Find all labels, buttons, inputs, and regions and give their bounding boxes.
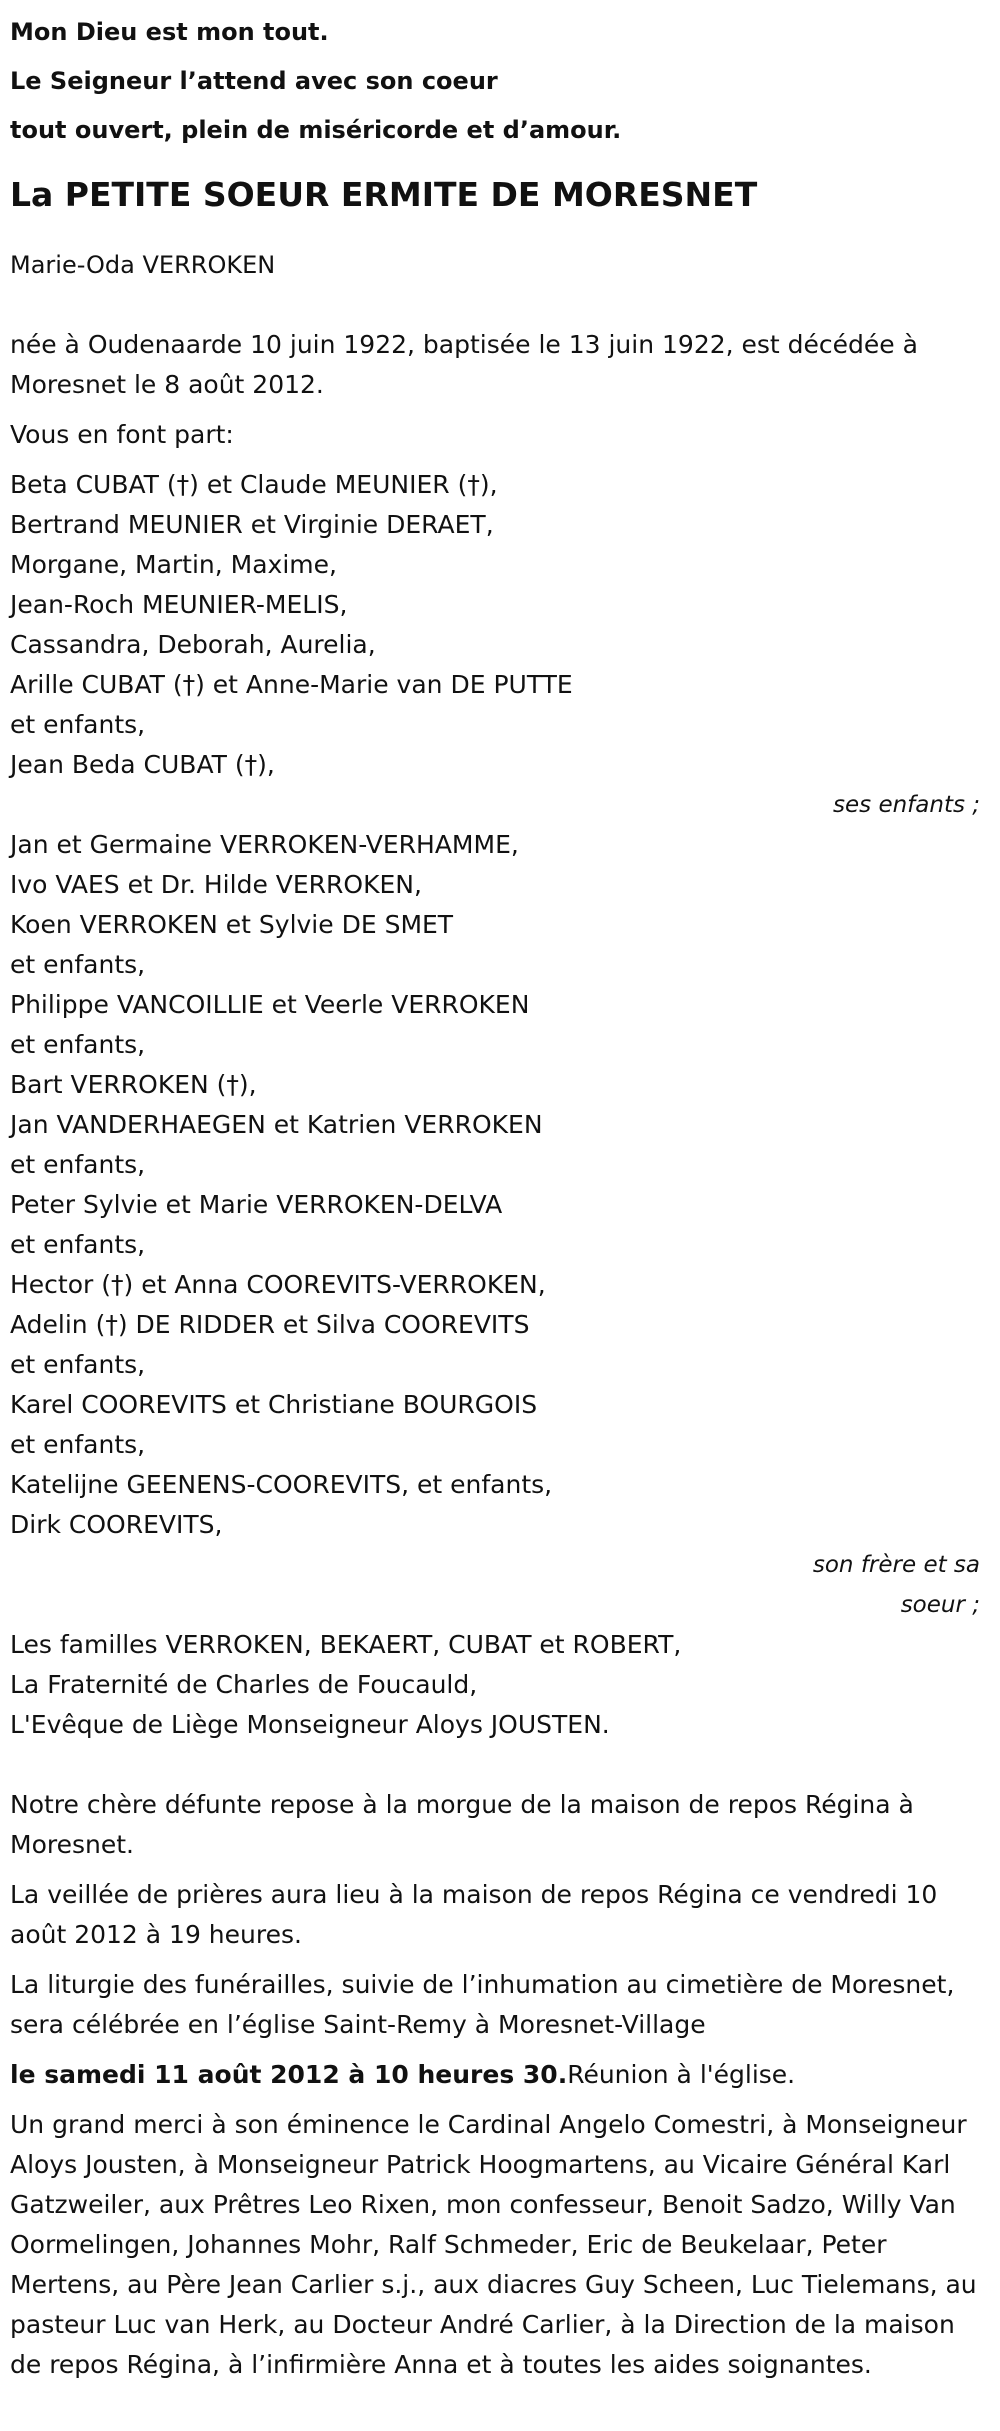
list-item: Koen VERROKEN et Sylvie DE SMET (10, 910, 454, 939)
list-item: Hector (†) et Anna COOREVITS-VERROKEN, (10, 1270, 546, 1299)
families-list (10, 1625, 990, 1745)
list-item: Philippe VANCOILLIE et Veerle VERROKEN (10, 990, 530, 1019)
motto-line: Mon Dieu est mon tout. (10, 18, 329, 46)
list-item: Les familles VERROKEN, BEKAERT, CUBAT et ROBERT, (10, 1630, 682, 1659)
list-item: Cassandra, Deborah, Aurelia, (10, 630, 376, 659)
service-date: le samedi 11 août 2012 à 10 heures 30. (10, 2060, 568, 2089)
list-item: et enfants, (10, 1430, 146, 1459)
list-item: Karel COOREVITS et Christiane BOURGOIS (10, 1390, 538, 1419)
birth-death-text: née à Oudenaarde 10 juin 1922, baptisée le 13 juin 1922, est décédée à Moresnet le 8 août 2012. (10, 330, 918, 399)
list-item: Katelijne GEENENS-COOREVITS, et enfants, (10, 1470, 553, 1499)
list-item: Adelin (†) DE RIDDER et Silva COOREVITS (10, 1310, 530, 1339)
relation-line: son frère et sa (812, 1552, 980, 1578)
repose-text: Notre chère défunte repose à la morgue de la maison de repos Régina à Moresnet. (10, 1790, 914, 1859)
list-item: et enfants, (10, 1230, 146, 1259)
list-item: Beta CUBAT (†) et Claude MEUNIER (†), (10, 470, 498, 499)
service-note: Réunion à l'église. (567, 2060, 796, 2089)
liturgy-text: La liturgie des funérailles, suivie de l’inhumation au cimetière de Moresnet, sera célébrée en l’église Saint-Remy à Moresnet-Village (10, 1970, 955, 2039)
relation-label-children: ses enfants ; (833, 792, 980, 818)
list-item: Ivo VAES et Dr. Hilde VERROKEN, (10, 870, 422, 899)
list-item: L'Evêque de Liège Monseigneur Aloys JOUSTEN. (10, 1710, 610, 1739)
relation-line: soeur ; (900, 1592, 980, 1618)
relation-label-siblings (780, 1545, 990, 1625)
list-item: et enfants, (10, 950, 146, 979)
thanks-text: Un grand merci à son éminence le Cardinal Angelo Comestri, à Monseigneur Aloys Jousten, à Monseigneur Patrick Hoogmartens, au Vicaire Général Karl Gatzweiler, aux Prêtres Leo Rixen, mon confesseur, Benoit Sadzo, Willy Van Oormelingen, Johannes Mohr, Ralf Schmeder, Eric de Beukelaar, Peter Mertens, au Père Jean Carlier s.j., aux diacres Guy Scheen, Luc Tielemans, au pasteur Luc van Herk, au Docteur André Carlier, à la Direction de la maison de repos Régina, à l’infirmière Anna et à toutes les aides soignantes. (10, 2110, 977, 2379)
list-item: Dirk COOREVITS, (10, 1510, 223, 1539)
deceased-name: Marie-Oda VERROKEN (10, 251, 276, 279)
list-item: Morgane, Martin, Maxime, (10, 550, 337, 579)
vigil-text: La veillée de prières aura lieu à la maison de repos Régina ce vendredi 10 août 2012 à 19 heures. (10, 1880, 938, 1949)
list-item: et enfants, (10, 1150, 146, 1179)
list-item: La Fraternité de Charles de Foucauld, (10, 1670, 478, 1699)
page-title: La PETITE SOEUR ERMITE DE MORESNET (10, 175, 758, 214)
motto-line: tout ouvert, plein de miséricorde et d’amour. (10, 116, 622, 144)
list-item: Arille CUBAT (†) et Anne-Marie van DE PUTTE (10, 670, 573, 699)
list-item: Jan et Germaine VERROKEN-VERHAMME, (10, 830, 519, 859)
list-item: et enfants, (10, 1350, 146, 1379)
list-item: Bertrand MEUNIER et Virginie DERAET, (10, 510, 494, 539)
siblings-list (10, 825, 990, 1545)
list-item: Jan VANDERHAEGEN et Katrien VERROKEN (10, 1110, 543, 1139)
motto-line: Le Seigneur l’attend avec son coeur (10, 67, 498, 95)
service-date-line (10, 2055, 990, 2095)
list-item: Peter Sylvie et Marie VERROKEN-DELVA (10, 1190, 503, 1219)
list-item: et enfants, (10, 710, 146, 739)
announcement-intro: Vous en font part: (10, 420, 234, 449)
list-item: et enfants, (10, 1030, 146, 1059)
children-list (10, 465, 990, 785)
list-item: Bart VERROKEN (†), (10, 1070, 257, 1099)
list-item: Jean-Roch MEUNIER-MELIS, (10, 590, 348, 619)
motto (10, 8, 990, 155)
list-item: Jean Beda CUBAT (†), (10, 750, 275, 779)
